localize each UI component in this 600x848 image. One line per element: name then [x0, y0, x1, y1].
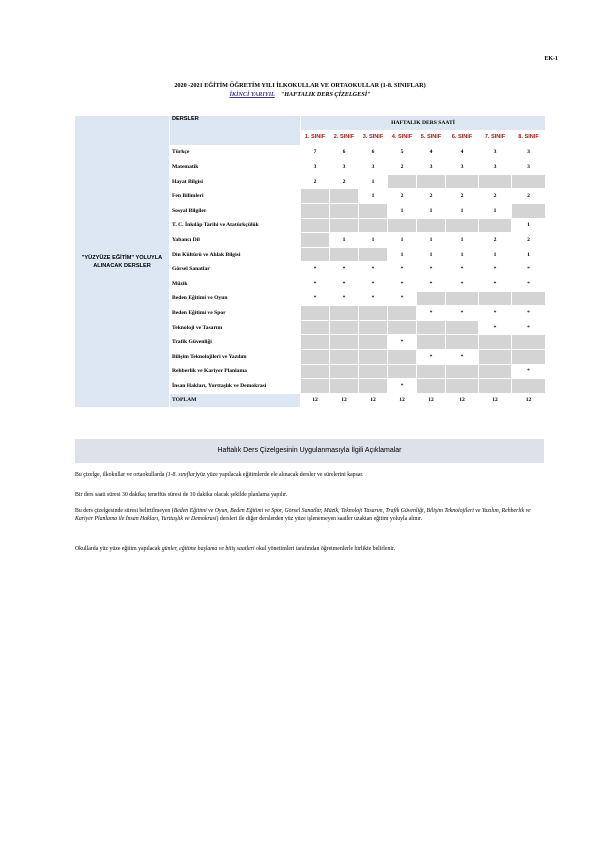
- hours-cell: 1: [512, 218, 546, 233]
- hours-cell: 3: [359, 160, 388, 175]
- hours-cell: 1: [417, 203, 446, 218]
- hours-cell: [388, 349, 417, 364]
- hours-cell: *: [512, 306, 546, 321]
- total-cell: 12: [446, 393, 479, 408]
- hours-cell: [446, 291, 479, 306]
- hours-cell: 3: [512, 160, 546, 175]
- subject-name: Türkçe: [170, 145, 301, 160]
- hours-cell: 1: [359, 233, 388, 248]
- hours-cell: *: [388, 262, 417, 277]
- hours-cell: *: [479, 320, 512, 335]
- hours-cell: [479, 379, 512, 394]
- hours-cell: 1: [446, 203, 479, 218]
- hours-cell: 2: [512, 233, 546, 248]
- hours-cell: [446, 320, 479, 335]
- hours-cell: [359, 320, 388, 335]
- hours-cell: [330, 218, 359, 233]
- hours-cell: 2: [479, 189, 512, 204]
- subject-name: Müzik: [170, 276, 301, 291]
- grade-header: 8. SINIF: [512, 131, 546, 146]
- hours-cell: [301, 364, 330, 379]
- hours-cell: [388, 306, 417, 321]
- weekly-hours-header: HAFTALIK DERS SAATİ: [301, 116, 546, 131]
- hours-cell: [359, 203, 388, 218]
- hours-cell: [512, 349, 546, 364]
- hours-cell: [359, 349, 388, 364]
- hours-cell: [417, 218, 446, 233]
- hours-cell: [359, 364, 388, 379]
- grade-header: 1. SINIF: [301, 131, 330, 146]
- hours-cell: [512, 335, 546, 350]
- hours-cell: [330, 247, 359, 262]
- hours-cell: [388, 174, 417, 189]
- paragraph-4: Okullarda yüz yüze eğitim yapılacak günler, eğitime başlama ve bitiş saatleri okul yönetimleri tarafından öğretmenlerle birlikte belirlenir.: [75, 546, 396, 552]
- hours-cell: [417, 174, 446, 189]
- hours-cell: 2: [512, 189, 546, 204]
- hours-cell: 2: [330, 174, 359, 189]
- hours-cell: [359, 379, 388, 394]
- hours-cell: [359, 218, 388, 233]
- hours-cell: [330, 349, 359, 364]
- hours-cell: *: [330, 262, 359, 277]
- hours-cell: [301, 247, 330, 262]
- hours-cell: 7: [301, 145, 330, 160]
- hours-cell: [446, 379, 479, 394]
- paragraph-3: Bu ders çizelgesinde süresi belirtilmeyen (Beden Eğitimi ve Oyun, Beden Eğitimi ve Spor, Görsel Sanatlar, Müzik, Teknoloji Tasarım, Trafik Güvenliği, Bilişim Teknolojileri ve Yazılım, Rehberlik ve Kariyer Planlama ile İnsan Hakları, Yurttaşlık ve Demokrasi) dersleri ile diğer derslerden yüz yüze işlenemeyen saatler uzaktan eğitim yoluyla alınır.: [75, 508, 531, 522]
- hours-cell: *: [479, 262, 512, 277]
- paragraph-1: Bu çizelge, ilkokullar ve ortaokullarda (1-8. sınıflar)yüz yüze yapılacak eğitimlerde ele alınacak dersler ve sürelerini kapsar.: [75, 472, 364, 478]
- hours-cell: *: [388, 335, 417, 350]
- hours-cell: 1: [446, 233, 479, 248]
- hours-cell: [330, 335, 359, 350]
- hours-cell: [301, 349, 330, 364]
- hours-cell: *: [330, 291, 359, 306]
- annex-label: EK-1: [544, 56, 558, 62]
- subject-name: Fen Bilimleri: [170, 189, 301, 204]
- hours-cell: [479, 364, 512, 379]
- subject-name: İnsan Hakları, Yurttaşlık ve Demokrasi: [170, 379, 301, 394]
- document-subtitle: [0, 91, 600, 98]
- hours-cell: [359, 306, 388, 321]
- hours-cell: [301, 306, 330, 321]
- hours-cell: 2: [446, 189, 479, 204]
- hours-cell: 1: [388, 247, 417, 262]
- subject-name: Hayat Bilgisi: [170, 174, 301, 189]
- subject-name: Yabancı Dil: [170, 233, 301, 248]
- hours-cell: *: [512, 320, 546, 335]
- hours-cell: 1: [359, 189, 388, 204]
- hours-cell: *: [330, 276, 359, 291]
- hours-cell: [301, 233, 330, 248]
- total-cell: 12: [301, 393, 330, 408]
- subject-name: Bilişim Teknolojileri ve Yazılım: [170, 349, 301, 364]
- grade-header: 4. SINIF: [388, 131, 417, 146]
- total-cell: 12: [359, 393, 388, 408]
- grade-header: 5. SINIF: [417, 131, 446, 146]
- hours-cell: 2: [388, 160, 417, 175]
- hours-cell: 3: [417, 160, 446, 175]
- hours-cell: [330, 364, 359, 379]
- hours-cell: *: [479, 306, 512, 321]
- total-cell: 12: [330, 393, 359, 408]
- hours-cell: *: [388, 379, 417, 394]
- document-title: 2020 -2021 EĞİTİM ÖĞRETİM YILI İLKOKULLAR VE ORTAOKULLAR (1-8. SINIFLAR): [174, 82, 426, 89]
- hours-cell: [359, 247, 388, 262]
- hours-cell: [479, 291, 512, 306]
- hours-cell: [512, 291, 546, 306]
- hours-cell: [512, 174, 546, 189]
- hours-cell: 3: [512, 145, 546, 160]
- hours-cell: *: [388, 291, 417, 306]
- hours-cell: [301, 189, 330, 204]
- hours-cell: [388, 320, 417, 335]
- grade-header: 2. SINIF: [330, 131, 359, 146]
- hours-cell: *: [417, 349, 446, 364]
- hours-cell: 3: [301, 160, 330, 175]
- hours-cell: 1: [512, 247, 546, 262]
- hours-cell: *: [417, 276, 446, 291]
- hours-cell: 1: [417, 233, 446, 248]
- hours-cell: *: [388, 276, 417, 291]
- hours-cell: [301, 379, 330, 394]
- total-cell: 12: [388, 393, 417, 408]
- subject-name: Beden Eğitimi ve Oyun: [170, 291, 301, 306]
- side-label: "YÜZYÜZE EĞİTİM" YOLUYLA ALINACAK DERSLER: [75, 116, 170, 408]
- explanations-title: Haftalık Ders Çizelgesinin Uygulanmasıyla İlgili Açıklamalar: [75, 439, 544, 463]
- hours-cell: [359, 335, 388, 350]
- hours-cell: 3: [479, 160, 512, 175]
- hours-cell: *: [512, 364, 546, 379]
- hours-cell: *: [359, 262, 388, 277]
- hours-cell: *: [359, 291, 388, 306]
- hours-cell: 6: [359, 145, 388, 160]
- total-cell: 12: [417, 393, 446, 408]
- hours-cell: 2: [301, 174, 330, 189]
- hours-cell: *: [417, 262, 446, 277]
- semester-label: İKİNCİ YARIYIL: [229, 91, 275, 98]
- schedule-label: "HAFTALIK DERS ÇİZELGESİ": [280, 91, 371, 98]
- hours-cell: [446, 218, 479, 233]
- hours-cell: [301, 320, 330, 335]
- hours-cell: [417, 320, 446, 335]
- hours-cell: 1: [417, 247, 446, 262]
- subject-name: Sosyal Bilgiler: [170, 203, 301, 218]
- hours-cell: 3: [330, 160, 359, 175]
- subject-name: Matematik: [170, 160, 301, 175]
- subject-name: Rehberlik ve Kariyer Planlama: [170, 364, 301, 379]
- grade-header: 7. SINIF: [479, 131, 512, 146]
- hours-cell: [479, 218, 512, 233]
- hours-cell: [417, 335, 446, 350]
- hours-cell: [330, 379, 359, 394]
- hours-cell: 1: [479, 203, 512, 218]
- hours-cell: *: [446, 262, 479, 277]
- hours-cell: 3: [446, 160, 479, 175]
- hours-cell: *: [359, 276, 388, 291]
- hours-cell: *: [417, 306, 446, 321]
- hours-cell: [512, 203, 546, 218]
- hours-cell: [388, 364, 417, 379]
- hours-cell: [330, 306, 359, 321]
- hours-cell: 1: [479, 247, 512, 262]
- paragraph-2: Bir ders saati süresi 30 dakika; teneffüs süresi de 10 dakika olacak şekilde planlama yapılır.: [75, 492, 288, 498]
- hours-cell: [330, 189, 359, 204]
- hours-cell: 1: [446, 247, 479, 262]
- hours-cell: *: [301, 291, 330, 306]
- hours-cell: 1: [359, 174, 388, 189]
- total-cell: 12: [479, 393, 512, 408]
- hours-cell: [330, 203, 359, 218]
- hours-cell: 2: [479, 233, 512, 248]
- hours-cell: [512, 379, 546, 394]
- hours-cell: 5: [388, 145, 417, 160]
- hours-cell: [301, 218, 330, 233]
- lessons-header: DERSLER: [170, 116, 301, 146]
- hours-cell: [417, 291, 446, 306]
- hours-cell: 4: [446, 145, 479, 160]
- subject-name: T. C. İnkılâp Tarihi ve Atatürkçülük: [170, 218, 301, 233]
- hours-cell: [388, 218, 417, 233]
- hours-cell: [446, 174, 479, 189]
- hours-cell: *: [479, 276, 512, 291]
- hours-cell: [301, 203, 330, 218]
- total-cell: 12: [512, 393, 546, 408]
- subject-name: Trafik Güvenliği: [170, 335, 301, 350]
- subject-name: Beden Eğitimi ve Spor: [170, 306, 301, 321]
- grade-header: 3. SINIF: [359, 131, 388, 146]
- hours-cell: [479, 174, 512, 189]
- hours-cell: 6: [330, 145, 359, 160]
- grade-header: 6. SINIF: [446, 131, 479, 146]
- hours-cell: [301, 335, 330, 350]
- hours-cell: [446, 364, 479, 379]
- hours-cell: 2: [417, 189, 446, 204]
- total-label: TOPLAM: [170, 393, 301, 408]
- hours-cell: *: [301, 276, 330, 291]
- subject-name: Görsel Sanatlar: [170, 262, 301, 277]
- hours-cell: *: [301, 262, 330, 277]
- hours-cell: *: [446, 306, 479, 321]
- hours-cell: 3: [479, 145, 512, 160]
- hours-cell: 1: [330, 233, 359, 248]
- hours-cell: *: [446, 349, 479, 364]
- subject-name: Teknoloji ve Tasarım: [170, 320, 301, 335]
- hours-cell: 1: [388, 233, 417, 248]
- hours-cell: [479, 335, 512, 350]
- hours-cell: *: [512, 262, 546, 277]
- subject-name: Din Kültürü ve Ahlak Bilgisi: [170, 247, 301, 262]
- hours-cell: 4: [417, 145, 446, 160]
- hours-cell: [479, 349, 512, 364]
- hours-cell: *: [512, 276, 546, 291]
- hours-cell: [330, 320, 359, 335]
- hours-cell: [417, 379, 446, 394]
- hours-cell: [417, 364, 446, 379]
- hours-cell: *: [446, 276, 479, 291]
- schedule-table: [74, 115, 546, 408]
- hours-cell: 1: [388, 203, 417, 218]
- hours-cell: 2: [388, 189, 417, 204]
- hours-cell: [446, 335, 479, 350]
